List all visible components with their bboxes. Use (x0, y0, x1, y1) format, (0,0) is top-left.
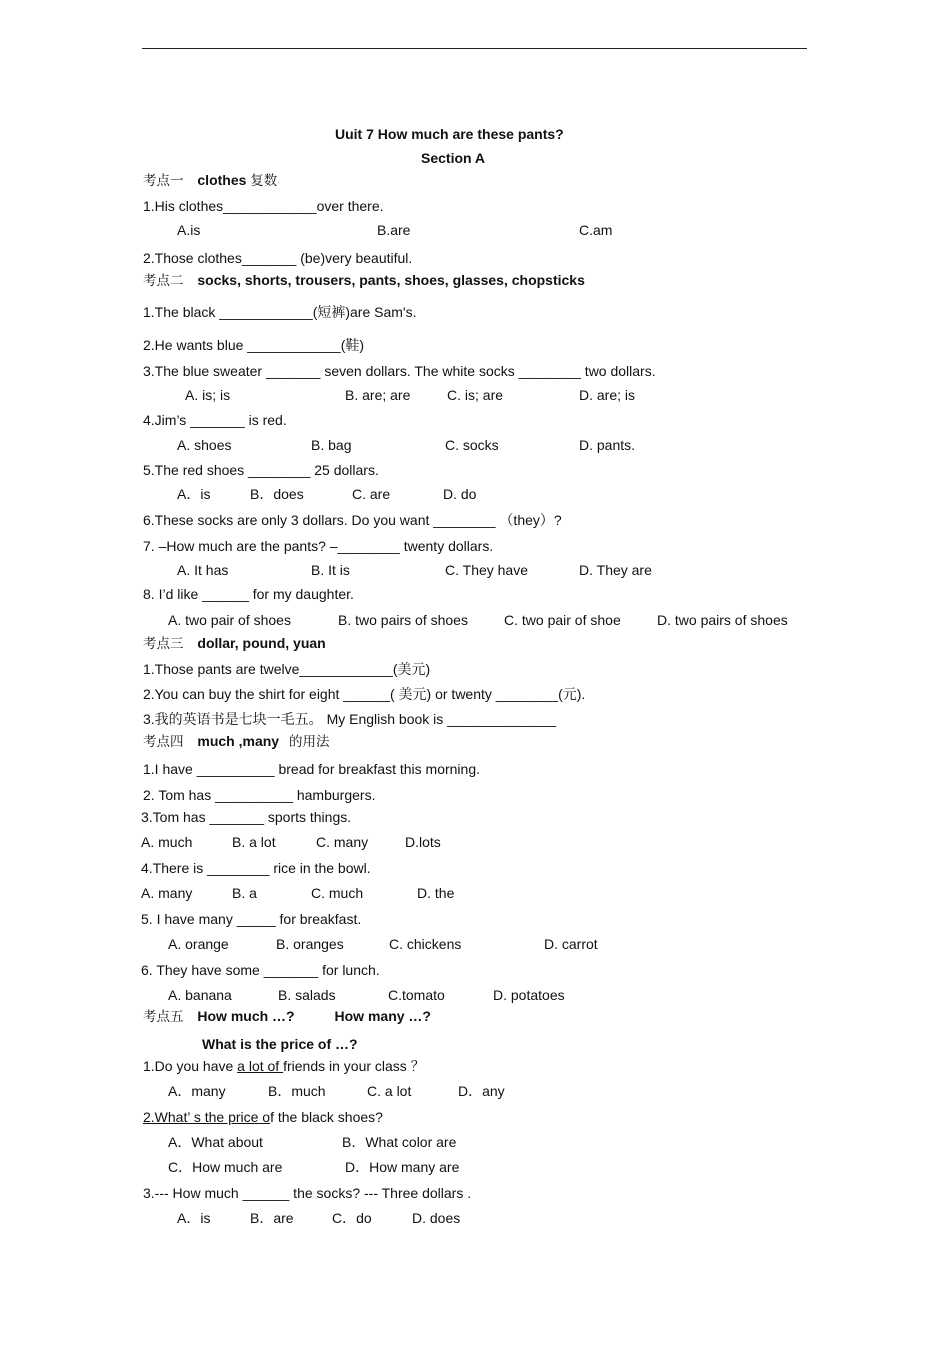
option: A. many (141, 885, 193, 901)
question-text-part: 1.Do you have (143, 1058, 238, 1074)
question-text-part: friends in your class ？ (283, 1058, 425, 1074)
option: D. pants. (579, 437, 636, 453)
question-text: 1.His clothes____________over there. (143, 198, 384, 214)
option: B．are (250, 1210, 294, 1226)
option: C. two pair of shoe (504, 612, 621, 628)
option: A．is (177, 486, 211, 502)
option: C. is; are (447, 387, 504, 403)
question-text (143, 1057, 425, 1075)
option: C. are (352, 486, 391, 502)
point-3-heading (143, 634, 326, 653)
option: B．What color are (342, 1134, 457, 1150)
option: A．many (168, 1083, 226, 1099)
point-label: 考点一 (143, 173, 184, 189)
question-text: 3.我的英语书是七块一毛五。 My English book is ______________ (143, 711, 557, 727)
option: D. potatoes (493, 987, 565, 1003)
option: B. two pairs of shoes (338, 612, 468, 628)
question-text: 3.--- How much ______ the socks? --- Three dollars . (143, 1185, 472, 1201)
option: D．any (458, 1083, 505, 1099)
option: D. They are (579, 562, 652, 578)
question-text (143, 1108, 383, 1126)
option: B. It is (311, 562, 350, 578)
option: B．much (268, 1083, 326, 1099)
point-topic-note: 的用法 (288, 734, 330, 750)
question-text-part: f the black shoes? (270, 1109, 383, 1125)
option: A. shoes (177, 437, 232, 453)
option: D．How many are (345, 1159, 460, 1175)
point-topic: dollar, pound, yuan (197, 635, 326, 651)
question-text: 7. –How much are the pants? –________ twenty dollars. (143, 538, 494, 554)
question-text: 3.Tom has _______ sports things. (141, 809, 352, 825)
option: C. a lot (367, 1083, 412, 1099)
point-1-heading (143, 171, 277, 190)
option: D. the (417, 885, 455, 901)
option: C.tomato (388, 987, 445, 1003)
option: D. two pairs of shoes (657, 612, 788, 628)
point-4-heading (143, 732, 329, 751)
option: A. orange (168, 936, 229, 952)
option: B. salads (278, 987, 336, 1003)
point-topic: much ,many (197, 733, 280, 749)
option: A．What about (168, 1134, 263, 1150)
point-label: 考点三 (143, 636, 184, 652)
option: C. much (311, 885, 364, 901)
option: B. a (232, 885, 257, 901)
option: C. socks (445, 437, 499, 453)
point-label: 考点五 (143, 1009, 184, 1025)
option: A. It has (177, 562, 229, 578)
point-5-heading (143, 1007, 431, 1026)
option: C. chickens (389, 936, 462, 952)
option: A.is (177, 222, 201, 238)
question-text: 2.He wants blue ____________(鞋) (143, 337, 365, 353)
option: C．do (332, 1210, 372, 1226)
question-text: 5. I have many _____ for breakfast. (141, 911, 362, 927)
option: B. bag (311, 437, 352, 453)
question-text: 6.These socks are only 3 dollars. Do you want ________ （they）? (143, 512, 562, 528)
point-topic-note: 复数 (250, 173, 278, 189)
point-topic: clothes (197, 172, 247, 188)
question-text: 8. I’d like ______ for my daughter. (143, 586, 354, 602)
option: B. oranges (276, 936, 344, 952)
point-topic: How many …? (334, 1008, 431, 1024)
option: D. does (412, 1210, 461, 1226)
header-rule (142, 48, 807, 49)
point-2-heading (143, 271, 585, 290)
question-text: 4.There is ________ rice in the bowl. (141, 860, 371, 876)
option: A. is; is (185, 387, 231, 403)
option: A．is (177, 1210, 211, 1226)
page-title: Uuit 7 How much are these pants? (335, 126, 564, 142)
point-label: 考点四 (143, 734, 184, 750)
question-text: 2. Tom has __________ hamburgers. (143, 787, 376, 803)
point-topic: How much …? (197, 1008, 295, 1024)
option: C.am (579, 222, 613, 238)
question-text: 4.Jim’s _______ is red. (143, 412, 287, 428)
option: C. many (316, 834, 369, 850)
question-text: 2.You can buy the shirt for eight ______( 美元) or twenty ________(元). (143, 686, 586, 702)
option: B. a lot (232, 834, 276, 850)
option: A. much (141, 834, 193, 850)
option: C. They have (445, 562, 529, 578)
option: C．How much are (168, 1159, 283, 1175)
option: D. are; is (579, 387, 636, 403)
underlined-phrase: a lot of (237, 1058, 284, 1074)
question-text: 6. They have some _______ for lunch. (141, 962, 380, 978)
option: D. do (443, 486, 477, 502)
option: D. carrot (544, 936, 598, 952)
question-text: 2.Those clothes_______ (be)very beautiful. (143, 250, 413, 266)
point-topic: socks, shorts, trousers, pants, shoes, glasses, chopsticks (197, 272, 585, 288)
underlined-phrase: 2.What’ s the price o (143, 1109, 271, 1125)
question-text: 5.The red shoes ________ 25 dollars. (143, 462, 379, 478)
question-text: 1.Those pants are twelve____________(美元) (143, 661, 431, 677)
point-label: 考点二 (143, 273, 184, 289)
option: B.are (377, 222, 411, 238)
question-text: 1.The black ____________(短裤)are Sam's. (143, 304, 417, 320)
option: B. are; are (345, 387, 411, 403)
point-topic: What is the price of …? (202, 1036, 358, 1052)
option: A. two pair of shoes (168, 612, 291, 628)
question-text: 3.The blue sweater _______ seven dollars. The white socks ________ two dollars. (143, 363, 656, 379)
option: B．does (250, 486, 304, 502)
option: D.lots (405, 834, 441, 850)
option: A. banana (168, 987, 232, 1003)
section-title: Section A (421, 150, 486, 166)
question-text: 1.I have __________ bread for breakfast this morning. (143, 761, 480, 777)
